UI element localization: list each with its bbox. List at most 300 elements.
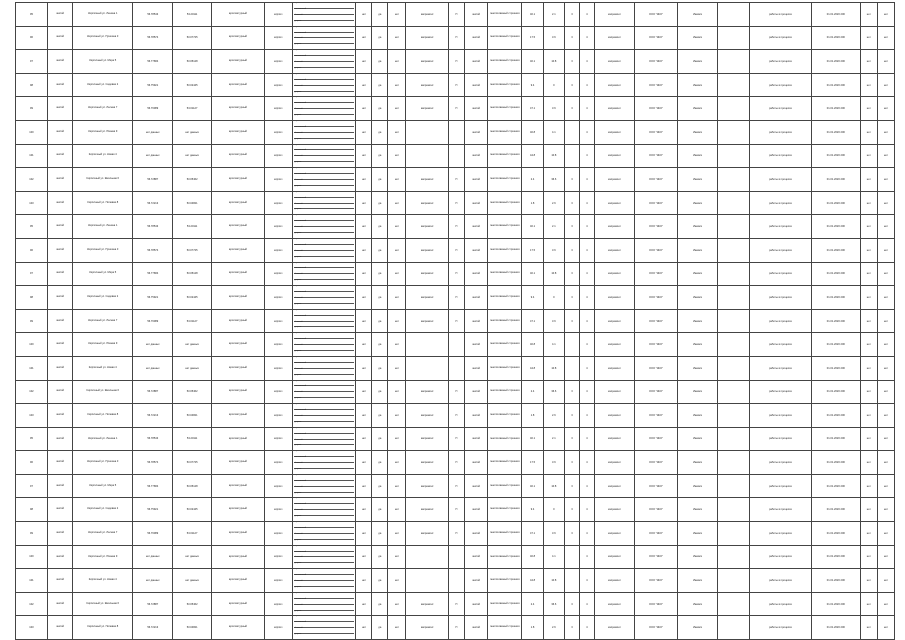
material-line: блочный	[294, 581, 355, 587]
material-line: монолитный	[294, 481, 355, 487]
cell-a: нет	[356, 427, 372, 451]
cell-a: нет	[356, 215, 372, 239]
cell-date: 01.01.2020 200	[811, 286, 860, 310]
cell-lon: 53.20111	[173, 3, 211, 27]
cell-l: капремонт	[594, 569, 634, 593]
cell-h: 40.1	[522, 474, 543, 498]
cell-lon: 53.04821	[173, 404, 211, 428]
cell-sub	[292, 404, 356, 428]
cell-lat: 56.72887	[133, 592, 173, 616]
material-line: дерево	[294, 397, 302, 400]
cell-b: да	[372, 522, 388, 546]
cell-g: многоэтажный строения	[488, 451, 522, 475]
material-line: кирпичный	[294, 498, 355, 504]
cell-sub	[292, 498, 356, 522]
cell-g: многоэтажный строения	[488, 3, 522, 27]
cell-reason: капремонт	[406, 97, 449, 121]
cell-date: 01.01.2020 200	[811, 404, 860, 428]
cell-o: нет	[860, 3, 877, 27]
cell-m: ООО "ЭКО"	[635, 120, 678, 144]
cell-a: нет	[356, 262, 372, 286]
material-line: блочный	[294, 86, 355, 92]
cell-spec: архитектурный	[211, 120, 264, 144]
cell-m: ООО "ЭКО"	[635, 498, 678, 522]
cell-a: нет	[356, 3, 372, 27]
cell-sub	[292, 522, 356, 546]
cell-reason: капремонт	[406, 26, 449, 50]
cell-address: Кирпичный ул. Южная 9	[73, 545, 133, 569]
cell-k: 4	[579, 191, 594, 215]
cell-j: 3	[564, 191, 579, 215]
cell-h: 2.4	[522, 168, 543, 192]
cell-c: нет	[388, 3, 406, 27]
cell-f: жилой	[464, 26, 487, 50]
cell-lat: 56.72887	[133, 168, 173, 192]
cell-no: 96	[16, 238, 48, 262]
cell-k: 4	[579, 474, 594, 498]
cell-reason: капремонт	[406, 404, 449, 428]
cell-o: нет	[860, 616, 877, 640]
cell-a: нет	[356, 356, 372, 380]
cell-spec: архитектурный	[211, 215, 264, 239]
cell-o: нет	[860, 380, 877, 404]
cell-lat: 56.77684	[133, 474, 173, 498]
cell-p: нет	[877, 191, 894, 215]
cell-no: 101	[16, 569, 48, 593]
cell-m: ООО "ЭКО"	[635, 545, 678, 569]
cell-status: работы в процессе	[750, 215, 812, 239]
cell-no: 102	[16, 592, 48, 616]
cell-lat: нет данных	[133, 333, 173, 357]
cell-a: нет	[356, 569, 372, 593]
cell-reason	[406, 569, 449, 593]
material-line: дерево	[294, 232, 302, 235]
cell-code: Ижевск	[677, 262, 717, 286]
cell-p: нет	[877, 404, 894, 428]
cell-i: 10.8	[543, 474, 564, 498]
material-line: кирпичный	[294, 546, 355, 552]
cell-a: нет	[356, 26, 372, 50]
cell-e	[449, 120, 465, 144]
cell-n	[718, 474, 750, 498]
material-line: блочный	[294, 628, 355, 634]
cell-sub	[292, 144, 356, 168]
cell-address: Кирпичный ул. Новая 4	[73, 569, 133, 593]
cell-spec: архитектурный	[211, 238, 264, 262]
cell-date: 01.01.2020 200	[811, 309, 860, 333]
cell-status: работы в процессе	[750, 616, 812, 640]
cell-g: многоэтажный строения	[488, 356, 522, 380]
cell-sub	[292, 73, 356, 97]
cell-reason: капремонт	[406, 168, 449, 192]
cell-lon: 53.20111	[173, 215, 211, 239]
cell-h: 40.1	[522, 262, 543, 286]
cell-address: Кирпичный ул. Школьная 6	[73, 168, 133, 192]
material-line: дерево	[294, 161, 302, 164]
cell-status: работы в процессе	[750, 309, 812, 333]
material-line: блочный	[294, 416, 355, 422]
cell-c: нет	[388, 309, 406, 333]
cell-e: П	[449, 238, 465, 262]
material-line: дерево	[294, 373, 302, 376]
cell-b: да	[372, 168, 388, 192]
cell-f: жилой	[464, 380, 487, 404]
cell-type: жилой	[47, 97, 73, 121]
material-line: кирпичный	[294, 3, 355, 9]
material-line: дерево	[294, 609, 302, 612]
cell-l: капремонт	[594, 191, 634, 215]
cell-status: работы в процессе	[750, 404, 812, 428]
table-row	[16, 50, 895, 74]
cell-spec: архитектурный	[211, 451, 264, 475]
material-line: блочный	[294, 322, 355, 328]
cell-f: жилой	[464, 404, 487, 428]
cell-f: жилой	[464, 97, 487, 121]
cell-type: жилой	[47, 569, 73, 593]
cell-b: да	[372, 262, 388, 286]
cell-lon: 53.02445	[173, 73, 211, 97]
cell-spec: архитектурный	[211, 26, 264, 50]
cell-sub	[292, 309, 356, 333]
cell-o: нет	[860, 144, 877, 168]
cell-g: многоэтажный строения	[488, 498, 522, 522]
cell-b: да	[372, 451, 388, 475]
cell-spec: архитектурный	[211, 380, 264, 404]
cell-c: нет	[388, 333, 406, 357]
cell-status: работы в процессе	[750, 50, 812, 74]
cell-building: кирпич	[264, 380, 292, 404]
cell-p: нет	[877, 451, 894, 475]
cell-h: 17.5	[522, 451, 543, 475]
cell-sub	[292, 168, 356, 192]
cell-j: 3	[564, 50, 579, 74]
cell-k: 4	[579, 215, 594, 239]
material-line: кирпичный	[294, 286, 355, 292]
cell-status: работы в процессе	[750, 238, 812, 262]
table-row	[16, 97, 895, 121]
cell-code: Ижевск	[677, 356, 717, 380]
material-breakdown	[294, 593, 355, 616]
cell-l: капремонт	[594, 262, 634, 286]
cell-spec: архитектурный	[211, 356, 264, 380]
cell-type: жилой	[47, 522, 73, 546]
cell-n	[718, 333, 750, 357]
table-row	[16, 238, 895, 262]
cell-c: нет	[388, 215, 406, 239]
cell-j: 3	[564, 451, 579, 475]
cell-a: нет	[356, 616, 372, 640]
cell-m: ООО "ЭКО"	[635, 286, 678, 310]
cell-e: П	[449, 380, 465, 404]
cell-lon: нет данных	[173, 569, 211, 593]
cell-address: Кирпичный ул. Полевая 8	[73, 616, 133, 640]
cell-a: нет	[356, 168, 372, 192]
cell-spec: архитектурный	[211, 427, 264, 451]
material-line: блочный	[294, 180, 355, 186]
material-line: кирпичный	[294, 74, 355, 80]
cell-building: кирпич	[264, 498, 292, 522]
material-line: дерево	[294, 515, 302, 518]
cell-b: да	[372, 592, 388, 616]
cell-lon: нет данных	[173, 144, 211, 168]
cell-a: нет	[356, 286, 372, 310]
cell-address: Кирпичный ул. Пушкина 3	[73, 26, 133, 50]
cell-no: 95	[16, 215, 48, 239]
cell-reason: капремонт	[406, 191, 449, 215]
cell-code: Ижевск	[677, 522, 717, 546]
cell-n	[718, 286, 750, 310]
cell-m: ООО "ЭКО"	[635, 451, 678, 475]
cell-h: 2.4	[522, 380, 543, 404]
material-line: дерево	[294, 302, 302, 305]
cell-g: многоэтажный строения	[488, 50, 522, 74]
cell-k: 4	[579, 73, 594, 97]
cell-no: 97	[16, 474, 48, 498]
material-line: блочный	[294, 345, 355, 351]
cell-type: жилой	[47, 238, 73, 262]
cell-no: 95	[16, 3, 48, 27]
cell-j: 3	[564, 168, 579, 192]
cell-code: Ижевск	[677, 474, 717, 498]
cell-date: 01.01.2020 200	[811, 616, 860, 640]
cell-n	[718, 120, 750, 144]
cell-i: 2.6	[543, 191, 564, 215]
cell-j	[564, 333, 579, 357]
material-line: дерево	[294, 444, 302, 447]
cell-i: 3.6	[543, 451, 564, 475]
material-line: кирпичный	[294, 333, 355, 339]
material-line: блочный	[294, 463, 355, 469]
cell-b: да	[372, 498, 388, 522]
cell-address: Кирпичный ул. Ленина 1	[73, 215, 133, 239]
cell-g: многоэтажный строения	[488, 97, 522, 121]
cell-a: нет	[356, 522, 372, 546]
cell-n	[718, 238, 750, 262]
cell-b: да	[372, 120, 388, 144]
cell-code: Ижевск	[677, 545, 717, 569]
cell-lon: 53.01127	[173, 309, 211, 333]
cell-status: работы в процессе	[750, 168, 812, 192]
material-line: блочный	[294, 487, 355, 493]
cell-g: многоэтажный строения	[488, 404, 522, 428]
cell-o: нет	[860, 545, 877, 569]
cell-lon: 53.05462	[173, 380, 211, 404]
material-line: блочный	[294, 274, 355, 280]
cell-n	[718, 616, 750, 640]
cell-l: капремонт	[594, 451, 634, 475]
cell-k: 4	[579, 120, 594, 144]
cell-no: 101	[16, 356, 48, 380]
cell-c: нет	[388, 238, 406, 262]
material-line: дерево	[294, 538, 302, 541]
material-breakdown	[294, 333, 355, 356]
cell-type: жилой	[47, 144, 73, 168]
cell-sub	[292, 592, 356, 616]
cell-lat: 56.77684	[133, 50, 173, 74]
cell-c: нет	[388, 427, 406, 451]
cell-i: 36.6	[543, 592, 564, 616]
cell-e: П	[449, 404, 465, 428]
material-line: кирпичный	[294, 215, 355, 221]
cell-no: 100	[16, 333, 48, 357]
cell-spec: архитектурный	[211, 404, 264, 428]
cell-no: 99	[16, 522, 48, 546]
cell-lon: 53.01127	[173, 97, 211, 121]
cell-o: нет	[860, 474, 877, 498]
cell-h: 47.1	[522, 97, 543, 121]
cell-reason: капремонт	[406, 309, 449, 333]
cell-a: нет	[356, 404, 372, 428]
table-row	[16, 333, 895, 357]
material-breakdown	[294, 428, 355, 451]
table-row	[16, 498, 895, 522]
cell-h: 2.4	[522, 592, 543, 616]
table-row	[16, 545, 895, 569]
cell-type: жилой	[47, 498, 73, 522]
cell-h: 40.1	[522, 215, 543, 239]
cell-l: капремонт	[594, 238, 634, 262]
cell-i: 10.8	[543, 262, 564, 286]
cell-n	[718, 191, 750, 215]
cell-building: кирпич	[264, 286, 292, 310]
cell-lat: нет данных	[133, 545, 173, 569]
cell-o: нет	[860, 498, 877, 522]
cell-no: 98	[16, 498, 48, 522]
cell-lon: 53.02445	[173, 286, 211, 310]
cell-date: 01.01.2020 200	[811, 333, 860, 357]
cell-date: 01.01.2020 200	[811, 522, 860, 546]
cell-type: жилой	[47, 333, 73, 357]
cell-f: жилой	[464, 191, 487, 215]
material-line: дерево	[294, 491, 302, 494]
cell-address: Кирпичный ул. Новая 4	[73, 356, 133, 380]
cell-status: работы в процессе	[750, 73, 812, 97]
material-line: кирпичный	[294, 616, 355, 622]
material-breakdown	[294, 27, 355, 50]
cell-k: 4	[579, 333, 594, 357]
material-line: монолитный	[294, 575, 355, 581]
cell-address: Кирпичный ул. Южная 9	[73, 120, 133, 144]
cell-h: 17.5	[522, 238, 543, 262]
cell-building: кирпич	[264, 97, 292, 121]
cell-e: П	[449, 215, 465, 239]
cell-sub	[292, 545, 356, 569]
material-line: монолитный	[294, 268, 355, 274]
cell-e	[449, 144, 465, 168]
material-line: дерево	[294, 43, 302, 46]
register-table	[15, 2, 895, 640]
material-line: кирпичный	[294, 50, 355, 56]
cell-building: кирпич	[264, 262, 292, 286]
cell-reason: капремонт	[406, 616, 449, 640]
table-row	[16, 191, 895, 215]
cell-o: нет	[860, 427, 877, 451]
material-breakdown	[294, 451, 355, 474]
material-breakdown	[294, 192, 355, 215]
cell-k: 4	[579, 3, 594, 27]
cell-building: кирпич	[264, 427, 292, 451]
cell-n	[718, 309, 750, 333]
cell-g: многоэтажный строения	[488, 522, 522, 546]
material-breakdown	[294, 404, 355, 427]
cell-reason: капремонт	[406, 286, 449, 310]
cell-p: нет	[877, 474, 894, 498]
material-line: кирпичный	[294, 381, 355, 387]
material-breakdown	[294, 97, 355, 120]
cell-n	[718, 404, 750, 428]
cell-building: кирпич	[264, 356, 292, 380]
cell-j: 3	[564, 474, 579, 498]
cell-sub	[292, 120, 356, 144]
cell-status: работы в процессе	[750, 262, 812, 286]
cell-lon: 53.05128	[173, 262, 211, 286]
cell-lat: 56.77684	[133, 262, 173, 286]
cell-p: нет	[877, 215, 894, 239]
cell-p: нет	[877, 522, 894, 546]
cell-c: нет	[388, 73, 406, 97]
cell-f: жилой	[464, 522, 487, 546]
cell-o: нет	[860, 522, 877, 546]
cell-no: 98	[16, 73, 48, 97]
material-breakdown	[294, 74, 355, 97]
material-line: кирпичный	[294, 451, 355, 457]
cell-h: 9.4	[522, 498, 543, 522]
cell-o: нет	[860, 404, 877, 428]
material-line: монолитный	[294, 504, 355, 510]
cell-reason: капремонт	[406, 592, 449, 616]
cell-type: жилой	[47, 545, 73, 569]
cell-a: нет	[356, 498, 372, 522]
cell-a: нет	[356, 73, 372, 97]
cell-g: многоэтажный строения	[488, 474, 522, 498]
cell-l: капремонт	[594, 73, 634, 97]
cell-status: работы в процессе	[750, 120, 812, 144]
table-row	[16, 404, 895, 428]
cell-status: работы в процессе	[750, 451, 812, 475]
cell-a: нет	[356, 333, 372, 357]
material-line: дерево	[294, 114, 302, 117]
cell-e: П	[449, 286, 465, 310]
cell-e	[449, 569, 465, 593]
cell-code: Ижевск	[677, 120, 717, 144]
cell-code: Ижевск	[677, 26, 717, 50]
cell-j	[564, 356, 579, 380]
cell-j: 3	[564, 26, 579, 50]
cell-a: нет	[356, 238, 372, 262]
cell-l: капремонт	[594, 168, 634, 192]
material-line: кирпичный	[294, 27, 355, 33]
cell-sub	[292, 97, 356, 121]
cell-a: нет	[356, 474, 372, 498]
cell-lat: 56.78543	[133, 215, 173, 239]
cell-n	[718, 262, 750, 286]
cell-b: да	[372, 309, 388, 333]
cell-o: нет	[860, 286, 877, 310]
cell-l: капремонт	[594, 26, 634, 50]
cell-status: работы в процессе	[750, 545, 812, 569]
cell-status: работы в процессе	[750, 3, 812, 27]
cell-b: да	[372, 616, 388, 640]
cell-lat: 56.72213	[133, 404, 173, 428]
cell-i: 36.6	[543, 380, 564, 404]
cell-j	[564, 569, 579, 593]
cell-building: кирпич	[264, 474, 292, 498]
cell-c: нет	[388, 522, 406, 546]
cell-type: жилой	[47, 26, 73, 50]
cell-code: Ижевск	[677, 238, 717, 262]
cell-b: да	[372, 404, 388, 428]
cell-building: кирпич	[264, 144, 292, 168]
